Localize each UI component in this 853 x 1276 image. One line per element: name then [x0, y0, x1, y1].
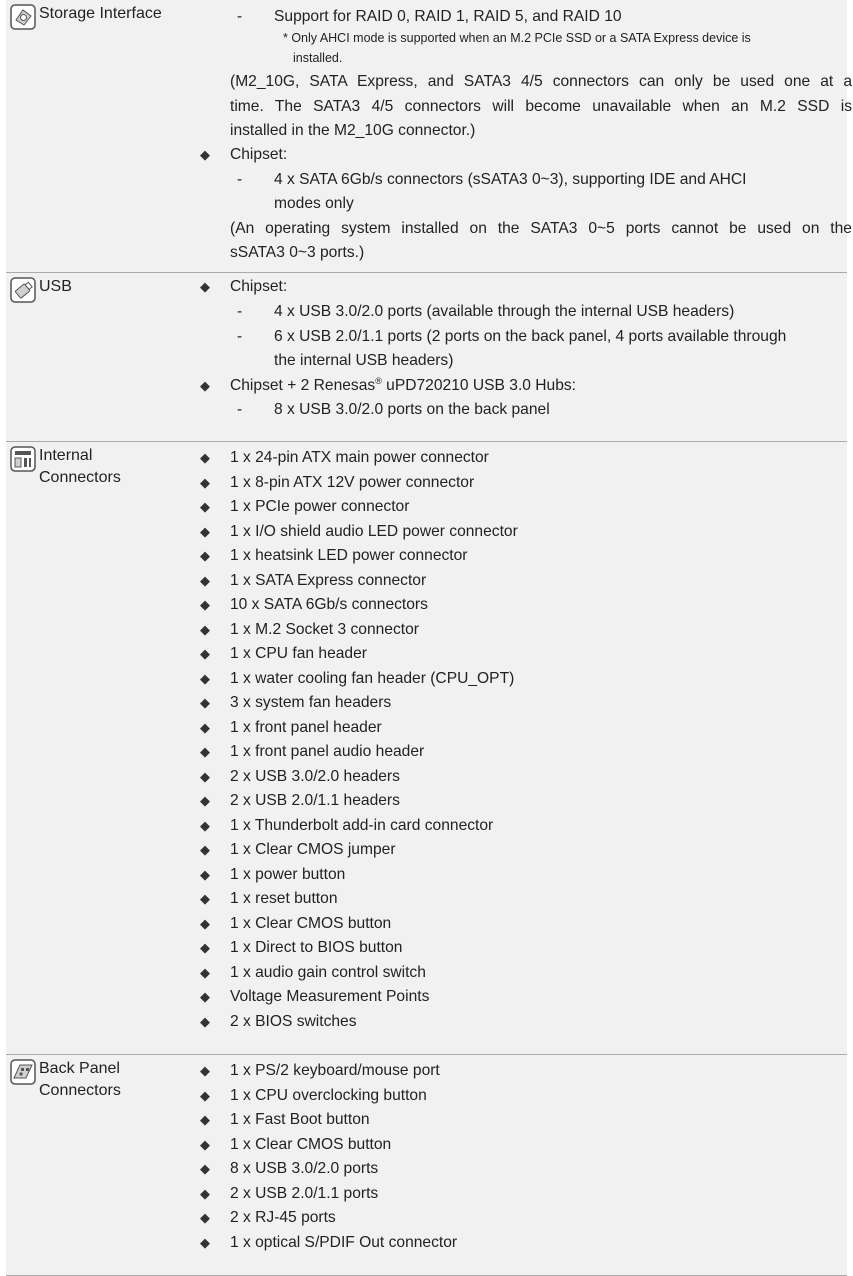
- list-item: 1 x CPU fan header: [230, 645, 367, 662]
- dash-marker: -: [237, 328, 243, 345]
- bullet-icon: ◆: [200, 867, 210, 882]
- list-item: 1 x I/O shield audio LED power connector: [230, 523, 518, 540]
- list-item: 1 x front panel audio header: [230, 743, 425, 760]
- bullet-icon: ◆: [200, 744, 210, 759]
- usb-drive-icon: [10, 277, 36, 303]
- bullet-icon: ◆: [200, 916, 210, 931]
- section-title: Back Panel Connectors: [39, 1060, 121, 1099]
- dash-marker: -: [237, 8, 243, 25]
- list-item: 1 x Clear CMOS jumper: [230, 841, 396, 858]
- bullet-icon: ◆: [200, 597, 210, 612]
- bullet-icon: ◆: [200, 842, 210, 857]
- spec-line: (An operating system installed on the SATA3 0~5 ports cannot be used on the: [230, 220, 852, 237]
- list-item: 3 x system fan headers: [230, 694, 392, 711]
- bullet-icon: ◆: [200, 1186, 210, 1201]
- list-item: 1 x Fast Boot button: [230, 1111, 370, 1128]
- list-item: 1 x CPU overclocking button: [230, 1087, 427, 1104]
- bullet-icon: ◆: [200, 940, 210, 955]
- bullet-icon: ◆: [200, 499, 210, 514]
- list-item: 1 x front panel header: [230, 719, 382, 736]
- section-title: Internal Connectors: [39, 447, 121, 486]
- spec-line: 6 x USB 2.0/1.1 ports (2 ports on the back panel, 4 ports available through: [274, 328, 787, 345]
- spec-line: 4 x SATA 6Gb/s connectors (sSATA3 0~3), supporting IDE and AHCI: [274, 171, 747, 188]
- bullet-icon: ◆: [200, 622, 210, 637]
- section-back-panel-connectors: [6, 1054, 847, 1276]
- bullet-icon: ◆: [200, 1210, 210, 1225]
- spec-line: Chipset:: [230, 146, 288, 163]
- list-item: 2 x USB 3.0/2.0 headers: [230, 768, 400, 785]
- section-header: [6, 0, 196, 273]
- bullet-icon: ◆: [200, 475, 210, 490]
- list-item: 1 x SATA Express connector: [230, 572, 427, 589]
- dash-marker: -: [237, 171, 243, 188]
- dash-marker: -: [237, 401, 243, 418]
- bullet-icon: ◆: [200, 378, 210, 393]
- spec-line: Chipset:: [230, 278, 288, 295]
- list-item: 1 x optical S/PDIF Out connector: [230, 1234, 458, 1251]
- bullet-icon: ◆: [200, 695, 210, 710]
- list-item: 2 x USB 2.0/1.1 headers: [230, 792, 400, 809]
- bullet-icon: ◆: [200, 1014, 210, 1029]
- spec-line: Support for RAID 0, RAID 1, RAID 5, and RAID 10: [274, 8, 622, 25]
- section-storage-interface: [6, 0, 852, 273]
- section-usb: [6, 272, 847, 442]
- bullet-icon: ◆: [200, 548, 210, 563]
- spec-note: installed.: [293, 51, 343, 65]
- bullet-icon: ◆: [200, 1137, 210, 1152]
- list-item: 1 x water cooling fan header (CPU_OPT): [230, 670, 515, 687]
- list-item: 1 x power button: [230, 866, 346, 883]
- bullet-icon: ◆: [200, 1235, 210, 1250]
- list-item: 1 x PS/2 keyboard/mouse port: [230, 1062, 440, 1079]
- spec-line: 4 x USB 3.0/2.0 ports (available through the internal USB headers): [274, 303, 735, 320]
- list-item: 1 x 8-pin ATX 12V power connector: [230, 474, 475, 491]
- list-item: 1 x Direct to BIOS button: [230, 939, 403, 956]
- list-item: 1 x 24-pin ATX main power connector: [230, 449, 489, 466]
- section-header: [6, 1055, 196, 1275]
- bullet-icon: ◆: [200, 671, 210, 686]
- bullet-icon: ◆: [200, 1063, 210, 1078]
- list-item: 1 x heatsink LED power connector: [230, 547, 468, 564]
- section-title: Storage Interface: [39, 5, 162, 22]
- back-panel-ports-icon: [10, 1059, 36, 1085]
- list-item: 1 x PCIe power connector: [230, 498, 410, 515]
- list-item: 2 x RJ-45 ports: [230, 1209, 336, 1226]
- section-title: USB: [39, 278, 72, 295]
- bullet-icon: ◆: [200, 769, 210, 784]
- spec-note: * Only AHCI mode is supported when an M.2 PCIe SSD or a SATA Express device is: [283, 31, 751, 45]
- list-item: 8 x USB 3.0/2.0 ports: [230, 1160, 379, 1177]
- list-item: 2 x USB 2.0/1.1 ports: [230, 1185, 379, 1202]
- bullet-icon: ◆: [200, 646, 210, 661]
- spec-line: installed in the M2_10G connector.): [230, 122, 476, 139]
- registered-mark: ®: [375, 375, 382, 386]
- bullet-icon: ◆: [200, 147, 210, 162]
- section-header: [6, 273, 196, 442]
- list-item: 1 x audio gain control switch: [230, 964, 426, 981]
- list-item: 10 x SATA 6Gb/s connectors: [230, 596, 428, 613]
- bullet-icon: ◆: [200, 793, 210, 808]
- bullet-icon: ◆: [200, 891, 210, 906]
- spec-line: modes only: [274, 195, 354, 212]
- motherboard-connector-icon: [10, 446, 36, 472]
- bullet-icon: ◆: [200, 965, 210, 980]
- list-item: 1 x reset button: [230, 890, 338, 907]
- bullet-icon: ◆: [200, 720, 210, 735]
- bullet-icon: ◆: [200, 524, 210, 539]
- section-internal-connectors: [6, 441, 847, 1055]
- bullet-icon: ◆: [200, 279, 210, 294]
- spec-text: uPD720210 USB 3.0 Hubs:: [381, 377, 577, 394]
- list-item: 1 x M.2 Socket 3 connector: [230, 621, 419, 638]
- bullet-icon: ◆: [200, 1088, 210, 1103]
- bullet-icon: ◆: [200, 573, 210, 588]
- bullet-icon: ◆: [200, 818, 210, 833]
- spec-line: [230, 376, 576, 396]
- spec-line: time. The SATA3 4/5 connectors will become unavailable when an M.2 SSD is: [230, 98, 852, 115]
- dash-marker: -: [237, 303, 243, 320]
- bullet-icon: ◆: [200, 1161, 210, 1176]
- bullet-icon: ◆: [200, 1112, 210, 1127]
- section-header: [6, 442, 196, 1055]
- list-item: 1 x Clear CMOS button: [230, 1136, 392, 1153]
- list-item: 1 x Thunderbolt add-in card connector: [230, 817, 494, 834]
- list-item: Voltage Measurement Points: [230, 988, 430, 1005]
- list-item: 2 x BIOS switches: [230, 1013, 357, 1030]
- spec-line: the internal USB headers): [274, 352, 454, 369]
- spec-text: Chipset + 2 Renesas: [230, 377, 376, 394]
- spec-line: 8 x USB 3.0/2.0 ports on the back panel: [274, 401, 550, 418]
- bullet-icon: ◆: [200, 450, 210, 465]
- spec-line: sSATA3 0~3 ports.): [230, 244, 365, 261]
- spec-line: (M2_10G, SATA Express, and SATA3 4/5 connectors can only be used one at a: [230, 73, 852, 90]
- hard-disk-icon: [10, 4, 36, 30]
- list-item: 1 x Clear CMOS button: [230, 915, 392, 932]
- bullet-icon: ◆: [200, 989, 210, 1004]
